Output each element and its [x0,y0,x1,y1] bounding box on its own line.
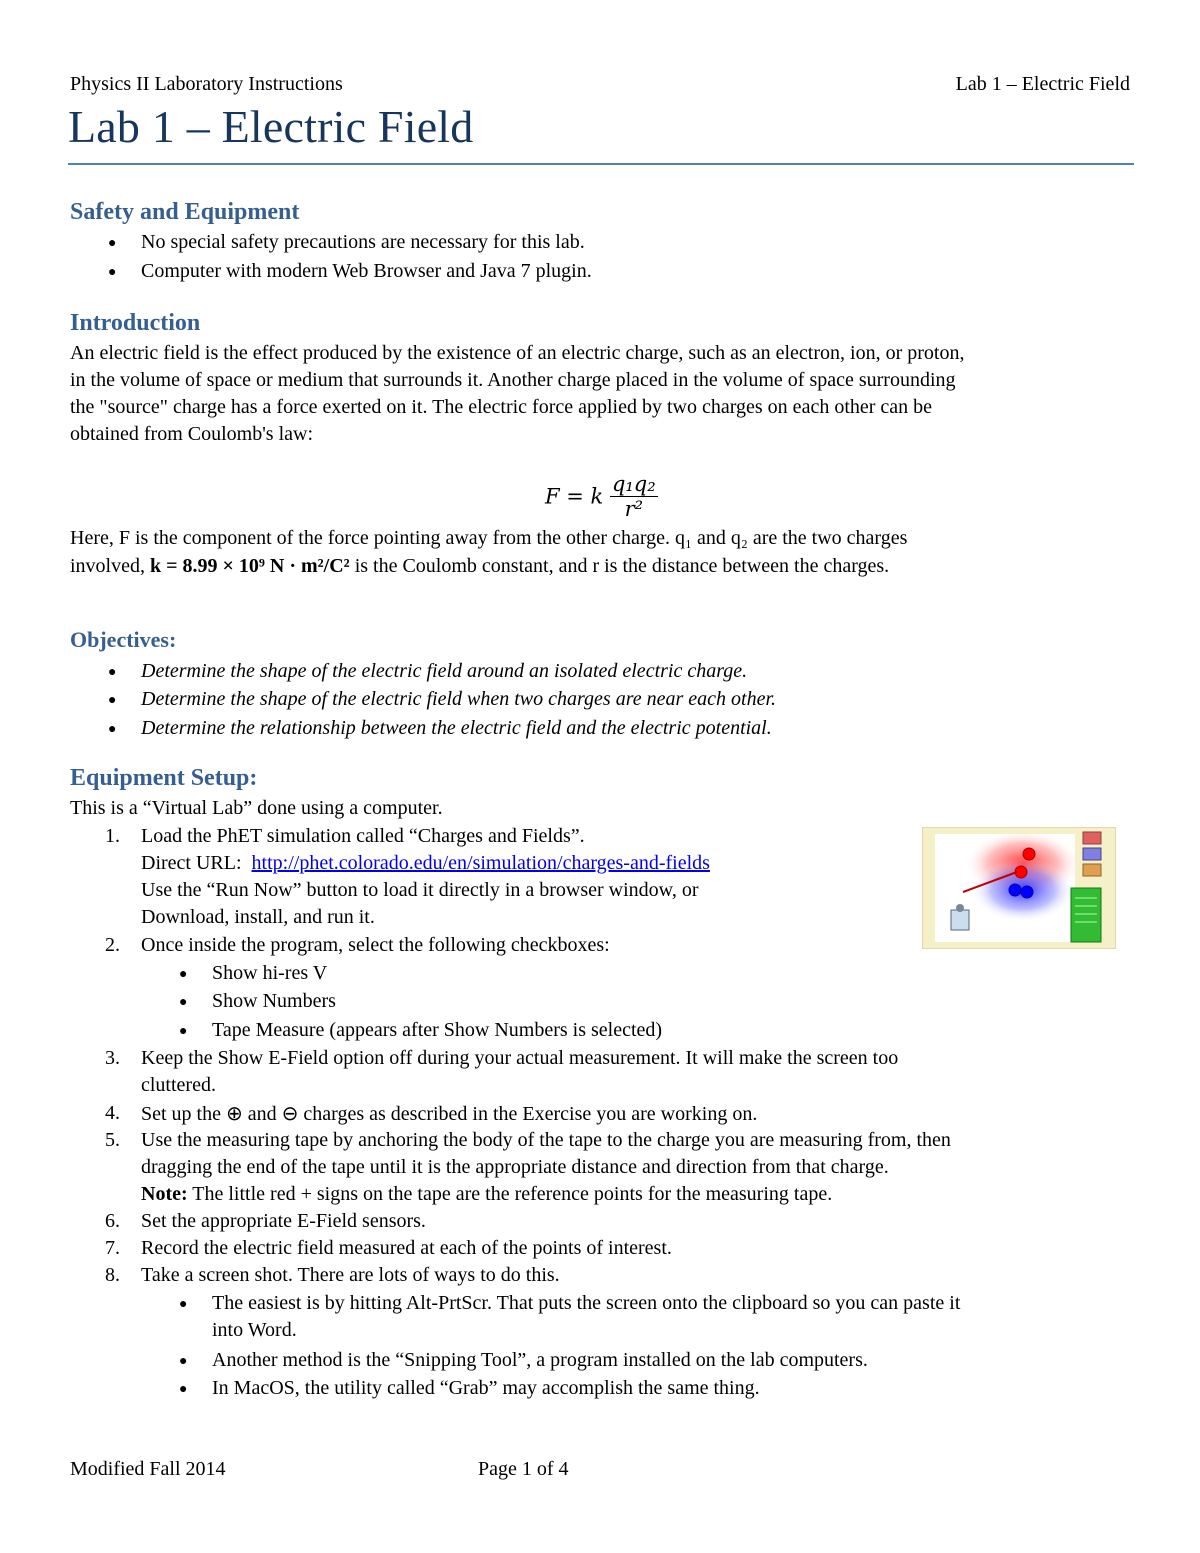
plus-charge-icon: ⊕ [226,1101,243,1125]
title-rule [68,163,1134,165]
step-number: 3. [105,1047,120,1069]
step-number: 6. [105,1210,120,1232]
section-heading-safety: Safety and Equipment [70,199,300,225]
step-1-line: Use the “Run Now” button to load it directly in a browser window, or [141,879,699,901]
header-left: Physics II Laboratory Instructions [70,73,343,95]
step-number: 1. [105,825,120,847]
text-span: is the Coulomb constant, and r is the distance between the charges. [349,555,890,577]
minus-charge-icon: ⊖ [281,1101,299,1125]
intro-line: the "source" charge has a force exerted on it. The electric force applied by two charges on each other can be [70,396,933,418]
step-2-text: Once inside the program, select the following checkboxes: [141,934,610,956]
step-number: 2. [105,934,120,956]
text-span: Set up the [141,1103,226,1125]
intro-line: in the volume of space or medium that surrounds it. Another charge placed in the volume of space surrounding [70,369,956,391]
objective-item: ● Determine the shape of the electric field around an isolated electric charge. [141,658,747,686]
intro-after-line: Here, F is the component of the force pointing away from the other charge. q₁ and q₂ are the two charges [70,527,908,549]
text-span: charges as described in the Exercise you are working on. [298,1103,758,1125]
phet-url-link[interactable]: http://phet.colorado.edu/en/simulation/charges-and-fields [251,852,710,874]
step-number: 8. [105,1264,120,1286]
formula-denominator: r² [624,497,644,521]
coulomb-constant: k = 8.99 × 10⁹ N · m²/C² [150,555,350,577]
formula-fraction [610,472,658,521]
checkbox-item: ● Tape Measure (appears after Show Numbers is selected) [212,1017,662,1045]
section-heading-objectives: Objectives: [70,627,177,652]
footer-left: Modified Fall 2014 [70,1458,226,1480]
page-title: Lab 1 – Electric Field [68,101,474,152]
section-heading-introduction: Introduction [70,310,201,336]
formula-numerator: q₁q₂ [611,472,656,496]
checkbox-item: ● Show Numbers [212,988,336,1016]
checkbox-item: ● Show hi-res V [212,960,327,988]
url-label: Direct URL: [141,852,242,874]
text-span: The little red + signs on the tape are the reference points for the measuring tape. [187,1183,833,1205]
formula-lhs: F = k [545,484,604,509]
step-1-line: Download, install, and run it. [141,906,375,928]
step-1-url-line [141,850,710,878]
intro-after-line-2 [70,553,889,581]
intro-line: An electric field is the effect produced by the existence of an electric charge, such as an electron, ion, or proton, [70,342,965,364]
step-1-line: Load the PhET simulation called “Charges and Fields”. [141,825,585,847]
page-number: Page 1 of 4 [478,1458,569,1480]
step-5-line: dragging the end of the tape until it is the appropriate distance and direction from that charge. [141,1156,889,1178]
header-right: Lab 1 – Electric Field [955,73,1130,95]
safety-item: ● No special safety precautions are necessary for this lab. [141,229,585,257]
intro-line: obtained from Coulomb's law: [70,423,314,445]
step-3-line: cluttered. [141,1074,216,1096]
step-7-text: Record the electric field measured at each of the points of interest. [141,1237,672,1259]
step-8-text: Take a screen shot. There are lots of ways to do this. [141,1264,560,1286]
step-number: 4. [105,1102,120,1124]
step-number: 5. [105,1129,120,1151]
step-3-line: Keep the Show E-Field option off during your actual measurement. It will make the screen too [141,1047,899,1069]
simulation-image [923,828,1115,948]
simulation-screenshot [922,827,1116,949]
coulomb-formula [545,472,658,521]
step-5-line: Use the measuring tape by anchoring the body of the tape to the charge you are measuring from, then [141,1129,951,1151]
objective-item: ● Determine the shape of the electric field when two charges are near each other. [141,686,776,714]
safety-item: ● Computer with modern Web Browser and Java 7 plugin. [141,258,592,286]
text-span: and [242,1103,282,1125]
text-span: involved, [70,555,150,577]
screenshot-method-item: ● In MacOS, the utility called “Grab” may accomplish the same thing. [212,1375,760,1403]
screenshot-method-item: ● The easiest is by hitting Alt-PrtScr. That puts the screen onto the clipboard so you can paste it [212,1290,960,1318]
screenshot-method-continuation: into Word. [212,1319,297,1341]
step-5-note [141,1181,832,1209]
objective-item: ● Determine the relationship between the electric field and the electric potential. [141,715,772,743]
setup-intro: This is a “Virtual Lab” done using a computer. [70,797,443,819]
step-6-text: Set the appropriate E-Field sensors. [141,1210,426,1232]
step-number: 7. [105,1237,120,1259]
step-4-text [141,1100,757,1129]
section-heading-setup: Equipment Setup: [70,765,258,791]
screenshot-method-item: ● Another method is the “Snipping Tool”, a program installed on the lab computers. [212,1347,868,1375]
note-label: Note: [141,1183,188,1205]
